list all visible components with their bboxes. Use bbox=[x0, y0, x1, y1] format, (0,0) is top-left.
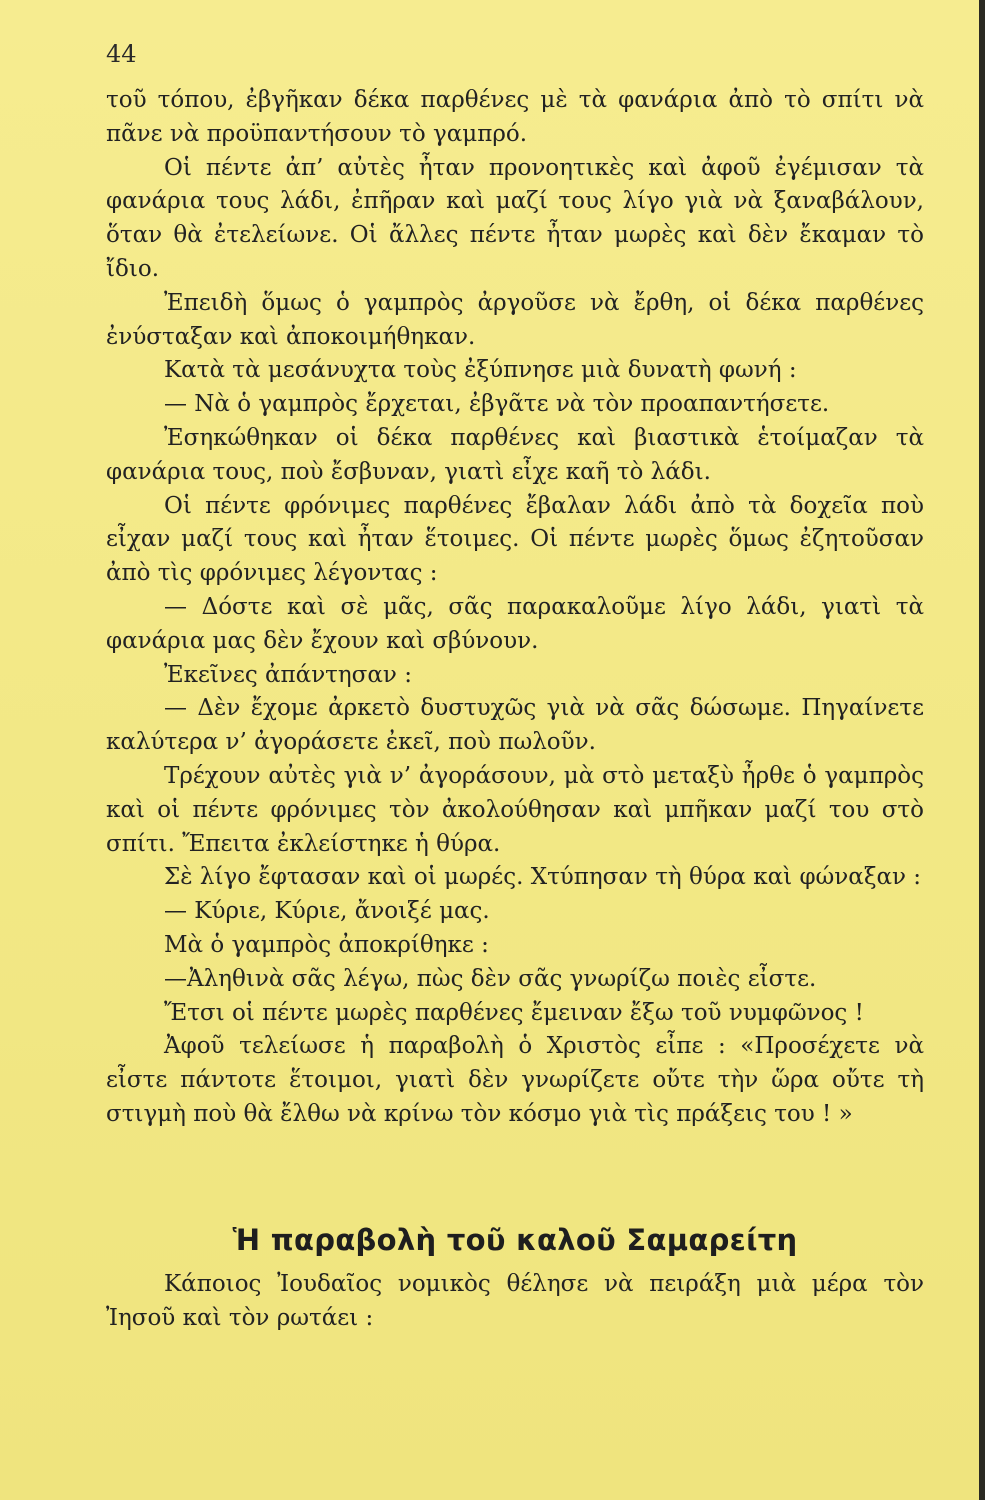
paragraph: Οἱ πέντε φρόνιμες παρθένες ἔβαλαν λάδι ἀπὸ τὰ δοχεῖα ποὺ εἶχαν μαζί τους καὶ ἦταν ἕτοιμες. Οἱ πέντε μωρὲς ὅμως ἐζητοῦσαν ἀπὸ τὶς φρόνιμες λέγοντας : bbox=[106, 492, 924, 587]
paragraph: Τρέχουν αὐτὲς γιὰ ν’ ἀγοράσουν, μὰ στὸ μεταξὺ ἦρθε ὁ γαμπρὸς καὶ οἱ πέντε φρόνιμες τὸν ἀκολούθησαν καὶ μπῆκαν μαζί του στὸ σπίτι. Ἔπειτα ἐκλείστηκε ἡ θύρα. bbox=[106, 762, 924, 857]
paragraph: — Δὲν ἔχομε ἀρκετὸ δυστυχῶς γιὰ νὰ σᾶς δώσωμε. Πηγαίνετε καλύτερα ν’ ἀγοράσετε ἐκεῖ, ποὺ πωλοῦν. bbox=[106, 695, 924, 756]
paragraph: — Κύριε, Κύριε, ἄνοιξέ μας. bbox=[164, 898, 490, 925]
body-text-section-2 bbox=[106, 1268, 924, 1336]
paragraph: Ἐπειδὴ ὅμως ὁ γαμπρὸς ἀργοῦσε νὰ ἔρθη, οἱ δέκα παρθένες ἐνύσταξαν καὶ ἀποκοιμήθηκαν. bbox=[106, 289, 924, 350]
paragraph: Ἐσηκώθηκαν οἱ δέκα παρθένες καὶ βιαστικὰ ἑτοίμαζαν τὰ φανάρια τους, ποὺ ἔσβυναν, γιατὶ εἶχε καῆ τὸ λάδι. bbox=[106, 424, 924, 485]
section-heading: Ἡ παραβολὴ τοῦ καλοῦ Σαμαρείτη bbox=[232, 1223, 798, 1257]
paragraph: Κάποιος Ἰουδαῖος νομικὸς θέλησε νὰ πειράξη μιὰ μέρα τὸν Ἰησοῦ καὶ τὸν ρωτάει : bbox=[106, 1271, 924, 1331]
paragraph: Μὰ ὁ γαμπρὸς ἀποκρίθηκε : bbox=[164, 931, 489, 958]
paragraph: Κατὰ τὰ μεσάνυχτα τοὺς ἐξύπνησε μιὰ δυνατὴ φωνή : bbox=[164, 357, 797, 384]
paragraph: — Δόστε καὶ σὲ μᾶς, σᾶς παρακαλοῦμε λίγο λάδι, γιατὶ τὰ φανάρια μας δὲν ἔχουν καὶ σβύνουν. bbox=[106, 593, 924, 654]
page-edge-shadow bbox=[979, 0, 985, 1500]
paragraph: Ἀφοῦ τελείωσε ἡ παραβολὴ ὁ Χριστὸς εἶπε : «Προσέχετε νὰ εἶστε πάντοτε ἕτοιμοι, γιατὶ δὲν γνωρίζετε οὔτε τὴν ὥρα οὔτε τὴ στιγμὴ ποὺ θὰ ἔλθω νὰ κρίνω τὸν κόσμο γιὰ τὶς πράξεις του ! » bbox=[106, 1033, 924, 1127]
paragraph: Οἱ πέντε ἀπ’ αὐτὲς ἦταν προνοητικὲς καὶ ἀφοῦ ἐγέμισαν τὰ φανάρια τους λάδι, ἐπῆραν καὶ μαζί τους λίγο γιὰ νὰ ξαναβάλουν, ὅταν θὰ ἐτελείωνε. Οἱ ἄλλες πέντε ἦταν μωρὲς καὶ δὲν ἔκαμαν τὸ ἴδιο. bbox=[106, 154, 924, 282]
paragraph: Ἔτσι οἱ πέντε μωρὲς παρθένες ἔμειναν ἔξω τοῦ νυμφῶνος ! bbox=[164, 999, 864, 1026]
paragraph: —Ἀληθινὰ σᾶς λέγω, πὼς δὲν σᾶς γνωρίζω ποιὲς εἶστε. bbox=[164, 965, 817, 992]
body-text bbox=[106, 84, 924, 1132]
paragraph: — Νὰ ὁ γαμπρὸς ἔρχεται, ἐβγᾶτε νὰ τὸν προαπαντήσετε. bbox=[164, 391, 830, 418]
page-number: 44 bbox=[106, 40, 137, 68]
paragraph: τοῦ τόπου, ἐβγῆκαν δέκα παρθένες μὲ τὰ φανάρια ἀπὸ τὸ σπίτι νὰ πᾶνε νὰ προϋπαντήσουν τὸ γαμπρό. bbox=[106, 87, 924, 147]
paragraph: Ἐκεῖνες ἀπάντησαν : bbox=[164, 661, 412, 688]
paragraph: Σὲ λίγο ἔφτασαν καὶ οἱ μωρές. Χτύπησαν τὴ θύρα καὶ φώναξαν : bbox=[164, 864, 922, 891]
